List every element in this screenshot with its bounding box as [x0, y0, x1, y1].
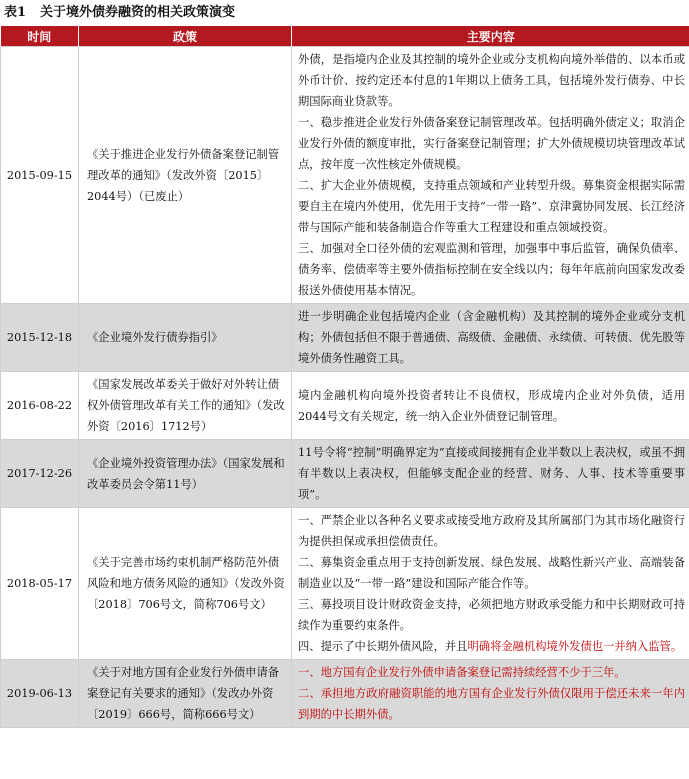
- row-content: [292, 47, 689, 304]
- content-paragraph: 二、募集资金重点用于支持创新发展、绿色发展、战略性新兴产业、高端装备制造业以及“一带一路”建设和国际产能合作等。: [298, 556, 685, 590]
- row-date: 2015-09-15: [1, 47, 79, 304]
- highlighted-paragraph: 二、承担地方政府融资职能的地方国有企业发行外债仅限用于偿还未来一年内到期的中长期外债。: [298, 687, 685, 721]
- row-policy: 《企业境外投资管理办法》（国家发展和改革委员会令第11号）: [79, 440, 292, 508]
- highlighted-text: 明确将金融机构境外发债也一并纳入监管。: [467, 640, 683, 653]
- highlighted-paragraph: 一、地方国有企业发行外债申请备案登记需持续经营不少于三年。: [298, 666, 626, 679]
- table-title-text: 关于境外债券融资的相关政策演变: [40, 5, 236, 20]
- table-row: [1, 304, 689, 372]
- row-policy: 《关于对地方国有企业发行外债申请备案登记有关要求的通知》（发改办外资〔2019〕666号，简称666号文）: [79, 660, 292, 728]
- row-policy: 《关于完善市场约束机制严格防范外债风险和地方债务风险的通知》（发改外资〔2018〕706号文，简称706号文）: [79, 508, 292, 660]
- table-number: 表1: [4, 5, 27, 20]
- row-date: 2017-12-26: [1, 440, 79, 508]
- row-date: 2018-05-17: [1, 508, 79, 660]
- content-paragraph: 二、扩大企业外债规模，支持重点领域和产业转型升级。募集资金根据实际需要自主在境内外使用，优先用于支持“一带一路”、京津冀协同发展、长江经济带与国际产能和装备制造合作等重大工程建设和重点领域投资。: [298, 179, 685, 234]
- content-paragraph: 三、加强对全口径外债的宏观监测和管理，加强事中事后监管，确保负债率、债务率、偿债率等主要外债指标控制在安全线以内；每年年底前向国家发改委报送外债使用基本情况。: [298, 242, 685, 297]
- row-policy: 《国家发展改革委关于做好对外转让债权外债管理改革有关工作的通知》（发改外资〔2016〕1712号）: [79, 372, 292, 440]
- table-header-row: [1, 26, 689, 47]
- table-row: [1, 440, 689, 508]
- table-title: [0, 0, 689, 26]
- row-date: 2016-08-22: [1, 372, 79, 440]
- table-row: [1, 47, 689, 304]
- content-text: 四、提示了中长期外债风险，并且: [298, 640, 468, 653]
- policy-table: [0, 26, 689, 728]
- table-row: [1, 660, 689, 728]
- content-paragraph: 境内金融机构向境外投资者转让不良债权，形成境内企业对外负债，适用2044号文有关规定，统一纳入企业外债登记制管理。: [298, 388, 685, 423]
- row-content: [292, 508, 689, 660]
- content-paragraph: 进一步明确企业包括境内企业（含金融机构）及其控制的境外企业或分支机构；外债包括但不限于普通债、高级债、金融债、永续债、可转债、优先股等境外债务性融资工具。: [298, 310, 685, 365]
- row-policy: 《企业境外发行债券指引》: [79, 304, 292, 372]
- header-time: 时间: [1, 26, 79, 47]
- header-content: 主要内容: [292, 26, 689, 47]
- row-date: 2019-06-13: [1, 660, 79, 728]
- header-policy: 政策: [79, 26, 292, 47]
- content-paragraph: 一、稳步推进企业发行外债备案登记制管理改革。包括明确外债定义；取消企业发行外债的额度审批，实行备案登记制管理；扩大外债规模切块管理改革试点，按年度一次性核定外债规模。: [298, 116, 685, 171]
- table-row: [1, 508, 689, 660]
- row-date: 2015-12-18: [1, 304, 79, 372]
- row-content: [292, 440, 689, 508]
- row-content: [292, 660, 689, 728]
- row-content: [292, 372, 689, 440]
- content-paragraph: [298, 636, 685, 657]
- content-paragraph: 三、募投项目设计财政资金支持，必须把地方财政承受能力和中长期财政可持续作为重要约束条件。: [298, 598, 685, 632]
- content-paragraph: 11号令将“控制”明确界定为“直接或间接拥有企业半数以上表决权，或虽不拥有半数以上表决权，但能够支配企业的经营、财务、人事、技术等重要事项”。: [298, 446, 685, 501]
- content-paragraph: 外债，是指境内企业及其控制的境外企业或分支机构向境外举借的、以本币或外币计价、按约定还本付息的1年期以上债务工具，包括境外发行债券、中长期国际商业贷款等。: [298, 53, 685, 108]
- table-row: [1, 372, 689, 440]
- row-content: [292, 304, 689, 372]
- row-policy: 《关于推进企业发行外债备案登记制管理改革的通知》（发改外资〔2015〕2044号）（已废止）: [79, 47, 292, 304]
- content-paragraph: 一、严禁企业以各种名义要求或接受地方政府及其所属部门为其市场化融资行为提供担保或承担偿债责任。: [298, 514, 685, 548]
